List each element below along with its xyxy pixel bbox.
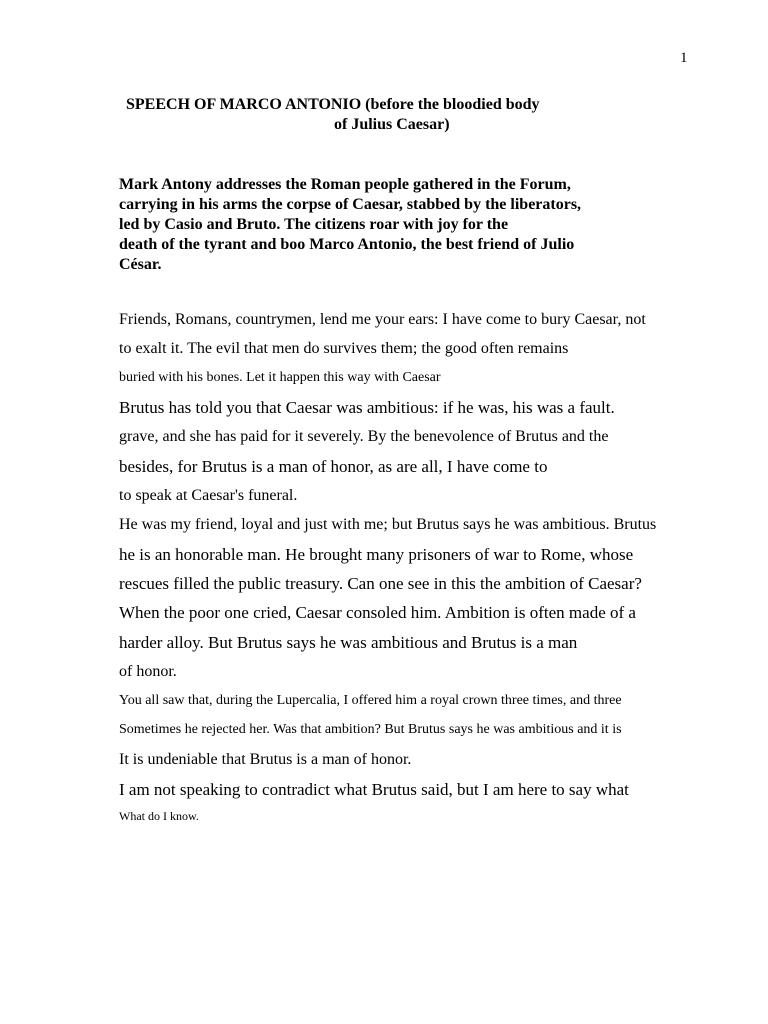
- intro-line: death of the tyrant and boo Marco Antonio, the best friend of Julio: [119, 236, 575, 253]
- intro-line: carrying in his arms the corpse of Caesar, stabbed by the liberators,: [119, 196, 582, 213]
- speech-line: of honor.: [119, 663, 177, 680]
- intro-paragraph: [119, 175, 679, 275]
- title-line-2: of Julius Caesar): [334, 116, 450, 133]
- speech-line: I am not speaking to contradict what Brutus said, but I am here to say what: [119, 780, 629, 799]
- speech-line: When the poor one cried, Caesar consoled him. Ambition is often made of a: [119, 603, 636, 622]
- intro-line: led by Casio and Bruto. The citizens roar with joy for the: [119, 216, 509, 233]
- speech-line: What do I know.: [119, 809, 199, 823]
- speech-line: harder alloy. But Brutus says he was ambitious and Brutus is a man: [119, 633, 578, 652]
- speech-line: buried with his bones. Let it happen this way with Caesar: [119, 370, 441, 385]
- speech-line: Sometimes he rejected her. Was that ambition? But Brutus says he was ambitious and it is: [119, 722, 622, 737]
- speech-line: grave, and she has paid for it severely. By the benevolence of Brutus and the: [119, 428, 609, 445]
- speech-line: He was my friend, loyal and just with me; but Brutus says he was ambitious. Brutus: [119, 516, 657, 533]
- speech-line: besides, for Brutus is a man of honor, as are all, I have come to: [119, 457, 548, 476]
- speech-line: he is an honorable man. He brought many prisoners of war to Rome, whose: [119, 545, 634, 564]
- intro-line: Mark Antony addresses the Roman people gathered in the Forum,: [119, 176, 571, 193]
- speech-line: to speak at Caesar's funeral.: [119, 487, 298, 504]
- speech-line: You all saw that, during the Lupercalia, I offered him a royal crown three times, and three: [119, 693, 622, 708]
- page-number: 1: [680, 50, 688, 66]
- speech-line: Friends, Romans, countrymen, lend me your ears: I have come to bury Caesar, not: [119, 311, 646, 328]
- speech-line: Brutus has told you that Caesar was ambitious: if he was, his was a fault.: [119, 398, 615, 417]
- speech-line: It is undeniable that Brutus is a man of honor.: [119, 751, 412, 768]
- speech-line: to exalt it. The evil that men do survives them; the good often remains: [119, 340, 569, 357]
- speech-line: rescues filled the public treasury. Can one see in this the ambition of Caesar?: [119, 574, 642, 593]
- intro-line: César.: [119, 256, 162, 273]
- title-line-1: SPEECH OF MARCO ANTONIO (before the bloodied body: [126, 96, 540, 113]
